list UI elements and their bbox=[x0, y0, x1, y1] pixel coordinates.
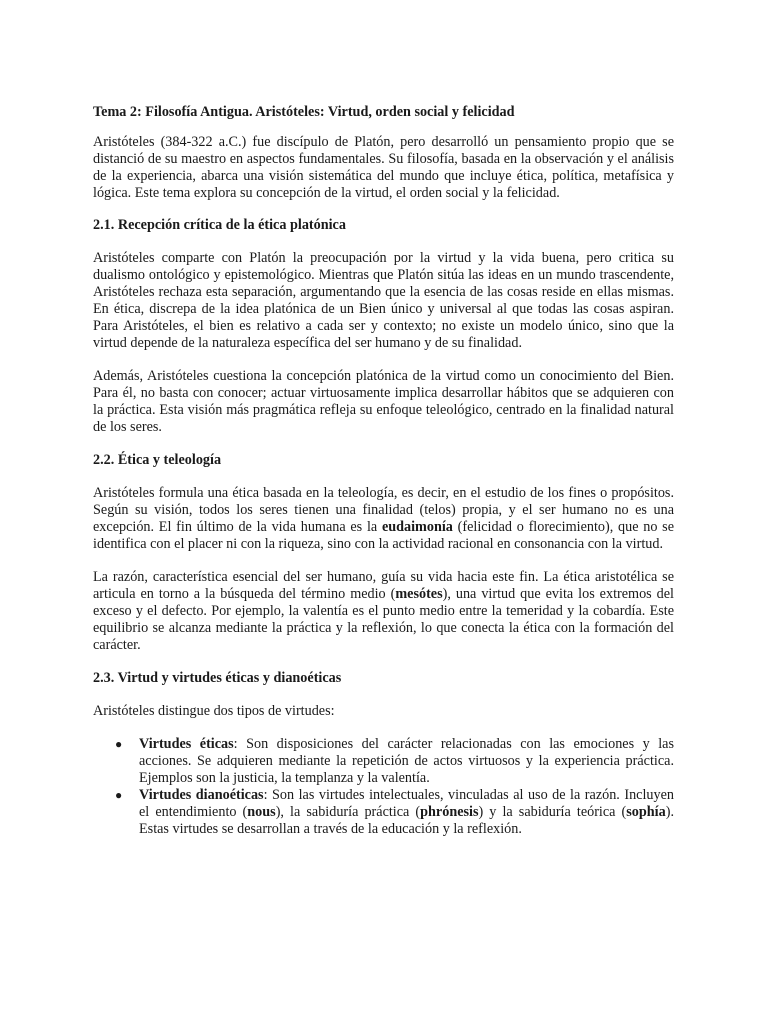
section-heading-2-2: 2.2. Ética y teleología bbox=[93, 452, 222, 468]
section-2-2-paragraph-2 bbox=[93, 569, 674, 654]
term-phronesis: phrónesis bbox=[420, 804, 479, 820]
section-2-1-paragraph-1: Aristóteles comparte con Platón la preocupación por la virtud y la vida buena, pero critica su dualismo ontológico y epistemológico. Mientras que Platón sitúa las ideas en un mundo trascendente, Aristóteles rechaza esta separación, argumentando que la esencia de las cosas reside en ellas mismas. En ética, discrepa de la idea platónica de un Bien único y universal al que todas las cosas aspiran. Para Aristóteles, el bien es relativo a cada ser y contexto; no existe un modelo único, sino que la virtud depende de la naturaleza específica del ser humano y de su finalidad. bbox=[93, 250, 674, 351]
virtues-list bbox=[93, 736, 674, 838]
term-eudaimonia: eudaimonía bbox=[381, 519, 453, 535]
term-virtudes-eticas: Virtudes éticas bbox=[139, 736, 234, 752]
section-heading-2-1: 2.1. Recepción crítica de la ética platónica bbox=[93, 217, 346, 233]
bullet-icon: ● bbox=[115, 788, 123, 802]
term-mesotes: mesótes bbox=[395, 586, 443, 602]
section-heading-2-3: 2.3. Virtud y virtudes éticas y dianoéticas bbox=[93, 670, 342, 686]
list-item-virtudes-dianoeticas bbox=[115, 787, 674, 838]
term-sophia: sophía bbox=[626, 804, 666, 820]
text-run: ), la sabiduría práctica ( bbox=[275, 804, 421, 820]
text-run: ) y la sabiduría teórica ( bbox=[478, 804, 627, 820]
text-run: ). Estas virtudes se desarrollan a través de la educación y la reflexión. bbox=[139, 804, 674, 837]
text-run: Aristóteles formula una ética basada en la teleología, es decir, en el estudio de los fines o propósitos. Según su visión, todos los seres tienen una finalidad (telos) propia, y el ser humano no es una excepción. El fin último de la vida humana es la bbox=[93, 485, 674, 535]
section-2-1-paragraph-2: Además, Aristóteles cuestiona la concepción platónica de la virtud como un conocimiento del Bien. Para él, no basta con conocer; actuar virtuosamente implica desarrollar hábitos que se adquieren con la práctica. Esta visión más pragmática refleja su enfoque teleológico, centrado en la finalidad natural de los seres. bbox=[93, 368, 674, 435]
text-run: : Son disposiciones del carácter relacionadas con las emociones y las acciones. Se adquieren mediante la repetición de actos virtuosos y la experiencia práctica. Ejemplos son la justicia, la templanza y la valentía. bbox=[139, 736, 674, 786]
text-run: (felicidad o florecimiento), que no se identifica con el placer ni con la riqueza, sino con la actividad racional en consonancia con la virtud. bbox=[93, 519, 674, 552]
section-2-3-intro: Aristóteles distingue dos tipos de virtudes: bbox=[93, 703, 335, 719]
text-run: ), una virtud que evita los extremos del exceso y el defecto. Por ejemplo, la valentía es el punto medio entre la temeridad y la cobardía. Este equilibrio se alcanza mediante la práctica y la reflexión, lo que conecta la ética con la formación del carácter. bbox=[93, 586, 674, 653]
text-run: : Son las virtudes intelectuales, vinculadas al uso de la razón. Incluyen el entendimiento ( bbox=[139, 787, 674, 820]
section-2-2-paragraph-1 bbox=[93, 485, 674, 553]
text-run: La razón, característica esencial del ser humano, guía su vida hacia este fin. La ética aristotélica se articula en torno a la búsqueda del término medio ( bbox=[93, 569, 674, 602]
list-item-virtudes-eticas bbox=[115, 736, 674, 787]
bullet-icon: ● bbox=[115, 737, 123, 751]
term-nous: nous bbox=[247, 804, 276, 820]
document-page bbox=[93, 104, 674, 838]
document-title: Tema 2: Filosofía Antigua. Aristóteles: Virtud, orden social y felicidad bbox=[93, 104, 515, 120]
intro-paragraph: Aristóteles (384-322 a.C.) fue discípulo de Platón, pero desarrolló un pensamiento propio que se distanció de su maestro en aspectos fundamentales. Su filosofía, basada en la observación y el análisis de la experiencia, abarca una visión sistemática del mundo que incluye ética, política, metafísica y lógica. Este tema explora su concepción de la virtud, el orden social y la felicidad. bbox=[93, 134, 674, 201]
term-virtudes-dianoeticas: Virtudes dianoéticas bbox=[139, 787, 264, 803]
